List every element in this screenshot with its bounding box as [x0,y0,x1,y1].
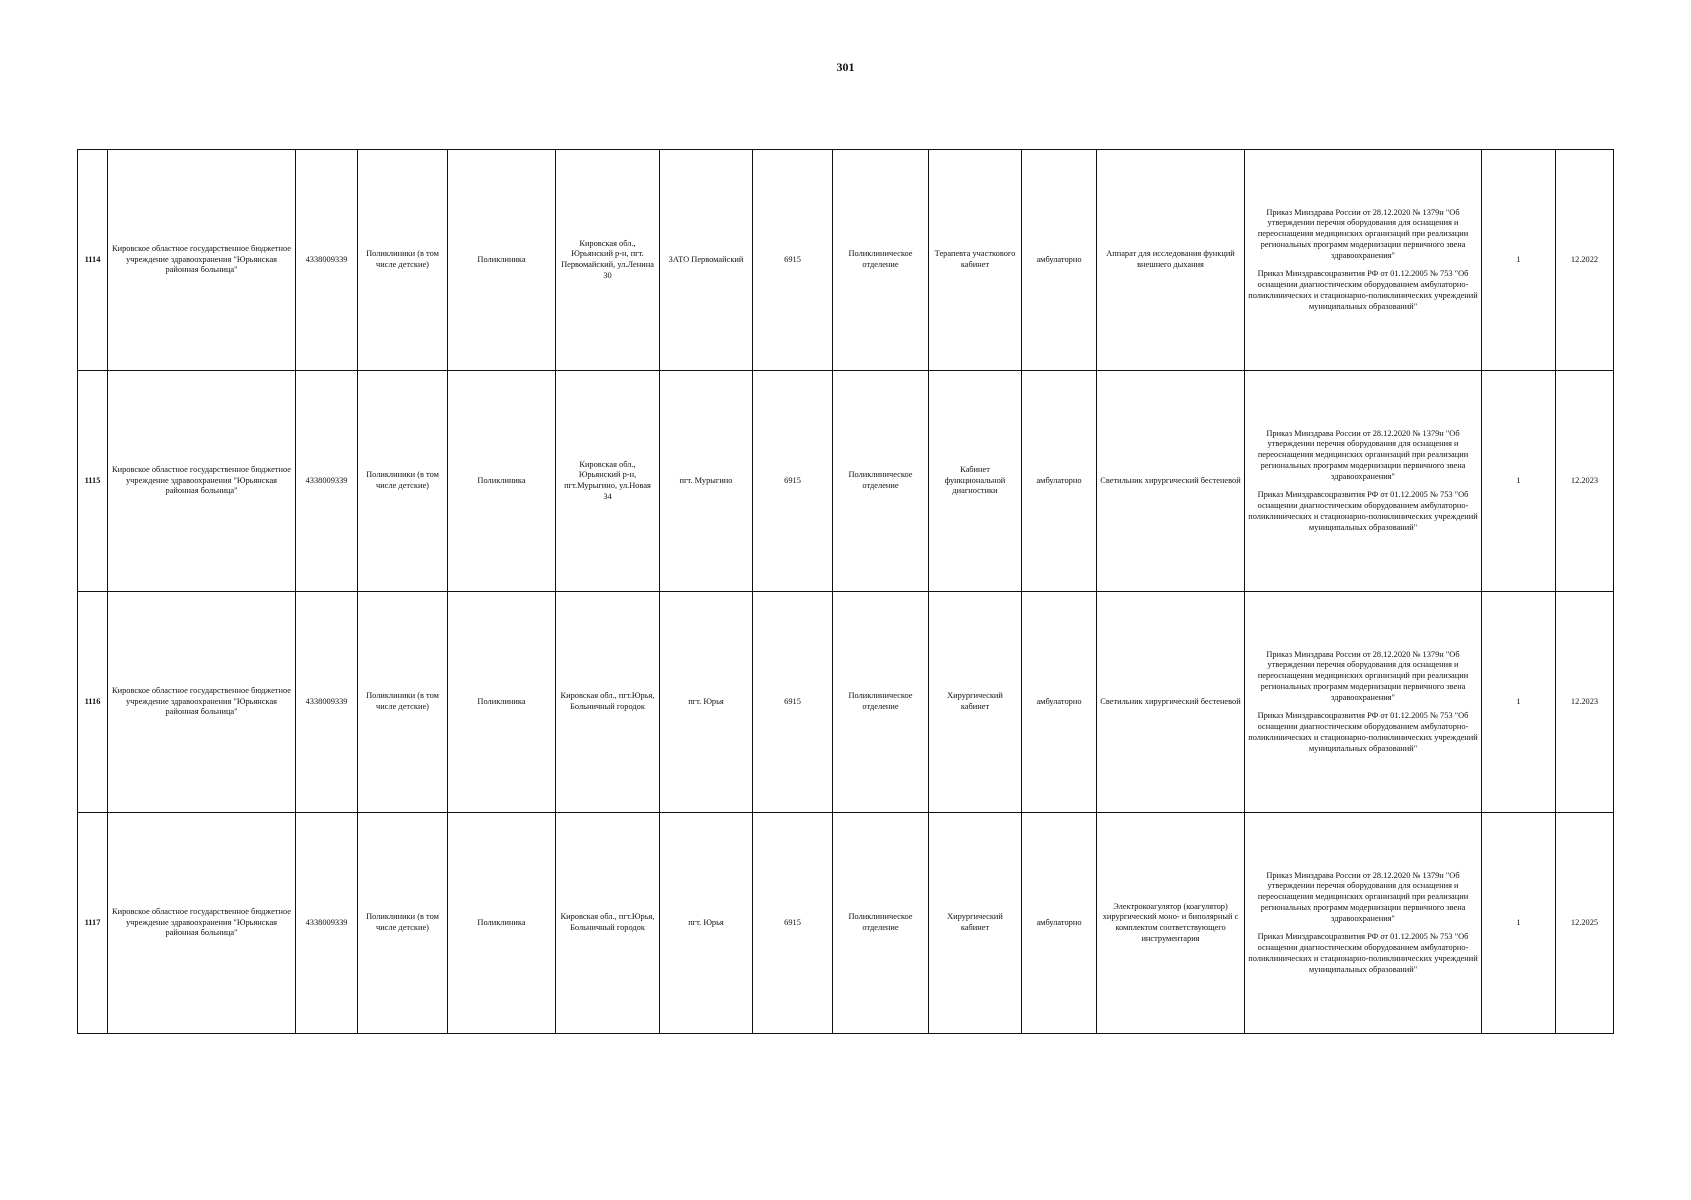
department: Поликлиническое отделение [833,592,929,813]
delivery-date: 12.2025 [1556,813,1614,1034]
organization-name: Кировское областное государственное бюджетное учреждение здравоохранения "Юрьянская районная больница" [108,813,296,1034]
delivery-date: 12.2023 [1556,371,1614,592]
subdivision: Поликлиника [448,813,556,1034]
legal-basis-order-753: Приказ Минздравсоцразвития РФ от 01.12.2005 № 753 "Об оснащении диагностическим оборудованием амбулаторно-поликлинических и стационарно-поликлинических учреждений муниципальных образований" [1248,711,1478,753]
department: Поликлиническое отделение [833,813,929,1034]
delivery-date: 12.2022 [1556,150,1614,371]
table-row [78,371,1614,592]
legal-basis-order-1379n: Приказ Минздрава России от 28.12.2020 № 1379н "Об утверждении перечня оборудования для оснащения и переоснащения медицинских организаций при реализации региональных программ модернизации первичного звена здравоохранения" [1257,428,1469,481]
organization-name: Кировское областное государственное бюджетное учреждение здравоохранения "Юрьянская районная больница" [108,371,296,592]
population: 6915 [753,592,833,813]
subdivision: Поликлиника [448,371,556,592]
legal-basis [1245,371,1482,592]
subdivision: Поликлиника [448,592,556,813]
department: Поликлиническое отделение [833,371,929,592]
facility-type: Поликлиники (в том числе детские) [358,371,448,592]
population: 6915 [753,813,833,1034]
locality: пгт. Юрья [660,592,753,813]
address: Кировская обл., Юрьянский р-н, пгт.Мурыгино, ул.Новая 34 [556,371,660,592]
row-number: 1117 [78,813,108,1034]
equipment-name: Светильник хирургический бестеневой [1097,592,1245,813]
row-number: 1116 [78,592,108,813]
locality: пгт. Мурыгино [660,371,753,592]
subdivision: Поликлиника [448,150,556,371]
table-row [78,813,1614,1034]
equipment-name: Светильник хирургический бестеневой [1097,371,1245,592]
facility-type: Поликлиники (в том числе детские) [358,592,448,813]
equipment-name: Аппарат для исследования функций внешнего дыхания [1097,150,1245,371]
table-row [78,592,1614,813]
address: Кировская обл., Юрьянский р-н, пгт. Первомайский, ул.Ленина 30 [556,150,660,371]
room: Хирургический кабинет [929,592,1022,813]
legal-basis [1245,150,1482,371]
table-row [78,150,1614,371]
legal-basis-order-753: Приказ Минздравсоцразвития РФ от 01.12.2005 № 753 "Об оснащении диагностическим оборудованием амбулаторно-поликлинических и стационарно-поликлинических учреждений муниципальных образований" [1248,269,1478,311]
quantity: 1 [1482,371,1556,592]
care-form: амбулаторно [1022,813,1097,1034]
inn-code: 4338009339 [296,813,358,1034]
care-form: амбулаторно [1022,150,1097,371]
row-number: 1114 [78,150,108,371]
care-form: амбулаторно [1022,371,1097,592]
organization-name: Кировское областное государственное бюджетное учреждение здравоохранения "Юрьянская районная больница" [108,150,296,371]
organization-name: Кировское областное государственное бюджетное учреждение здравоохранения "Юрьянская районная больница" [108,592,296,813]
quantity: 1 [1482,592,1556,813]
legal-basis-order-1379n: Приказ Минздрава России от 28.12.2020 № 1379н "Об утверждении перечня оборудования для оснащения и переоснащения медицинских организаций при реализации региональных программ модернизации первичного звена здравоохранения" [1257,207,1469,260]
population: 6915 [753,150,833,371]
legal-basis [1245,813,1482,1034]
locality: ЗАТО Первомайский [660,150,753,371]
population: 6915 [753,371,833,592]
locality: пгт. Юрья [660,813,753,1034]
inn-code: 4338009339 [296,150,358,371]
equipment-register-table [77,149,1614,1034]
facility-type: Поликлиники (в том числе детские) [358,813,448,1034]
quantity: 1 [1482,150,1556,371]
room: Хирургический кабинет [929,813,1022,1034]
room: Кабинет функциональной диагностики [929,371,1022,592]
inn-code: 4338009339 [296,371,358,592]
delivery-date: 12.2023 [1556,592,1614,813]
address: Кировская обл., пгт.Юрья, Больничный городок [556,592,660,813]
legal-basis [1245,592,1482,813]
address: Кировская обл., пгт.Юрья, Больничный городок [556,813,660,1034]
legal-basis-order-1379n: Приказ Минздрава России от 28.12.2020 № 1379н "Об утверждении перечня оборудования для оснащения и переоснащения медицинских организаций при реализации региональных программ модернизации первичного звена здравоохранения" [1257,649,1469,702]
facility-type: Поликлиники (в том числе детские) [358,150,448,371]
row-number: 1115 [78,371,108,592]
equipment-name: Электрокоагулятор (коагулятор) хирургический моно- и биполярный с комплектом соответствующего инструментария [1097,813,1245,1034]
page-number: 301 [836,60,855,74]
room: Терапевта участкового кабинет [929,150,1022,371]
care-form: амбулаторно [1022,592,1097,813]
inn-code: 4338009339 [296,592,358,813]
quantity: 1 [1482,813,1556,1034]
legal-basis-order-1379n: Приказ Минздрава России от 28.12.2020 № 1379н "Об утверждении перечня оборудования для оснащения и переоснащения медицинских организаций при реализации региональных программ модернизации первичного звена здравоохранения" [1257,870,1469,923]
department: Поликлиническое отделение [833,150,929,371]
legal-basis-order-753: Приказ Минздравсоцразвития РФ от 01.12.2005 № 753 "Об оснащении диагностическим оборудованием амбулаторно-поликлинических и стационарно-поликлинических учреждений муниципальных образований" [1248,932,1478,974]
legal-basis-order-753: Приказ Минздравсоцразвития РФ от 01.12.2005 № 753 "Об оснащении диагностическим оборудованием амбулаторно-поликлинических и стационарно-поликлинических учреждений муниципальных образований" [1248,490,1478,532]
